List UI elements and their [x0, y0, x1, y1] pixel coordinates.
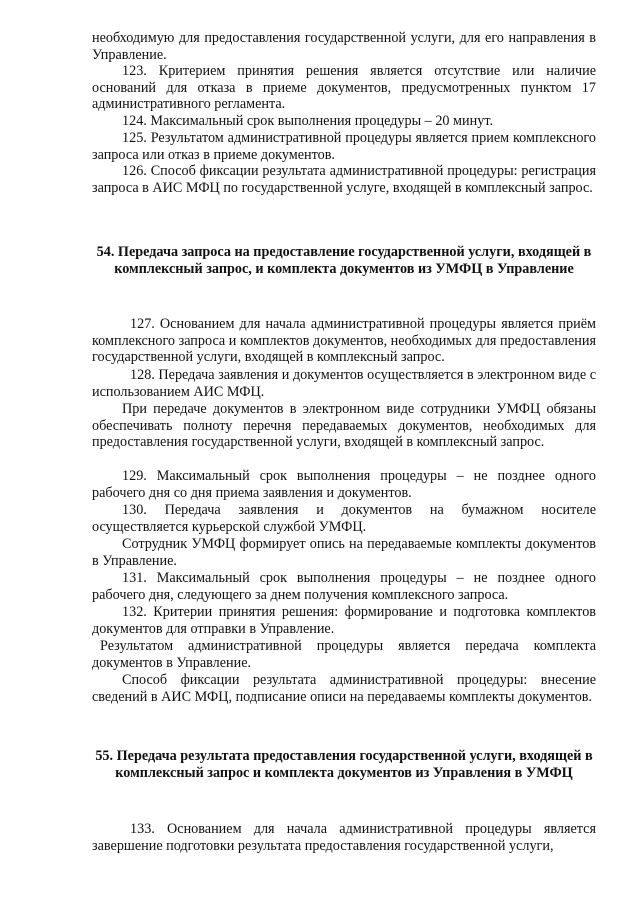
- section-heading-54: 54. Передача запроса на предоставление государственной услуги, входящей в комплексный запрос, и комплекта документов из УМФЦ в Управление: [96, 244, 592, 277]
- paragraph-133: 133. Основанием для начала административной процедуры является завершение подготовки результата предоставления государственной услуги,: [92, 821, 596, 854]
- section-heading-55: 55. Передача результата предоставления государственной услуги, входящей в комплексный запрос и комплекта документов из Управления в УМФЦ: [95, 748, 593, 781]
- paragraph-transfer-electronic: При передаче документов в электронном виде сотрудники УМФЦ обязаны обеспечивать полноту перечня передаваемых документов, необходимых для предоставления государственной услуги, входящей в комплексный запрос.: [92, 401, 596, 451]
- paragraph-fixation: Способ фиксации результата административной процедуры: внесение сведений в АИС МФЦ, подписание описи на передаваемы комплекты документов.: [92, 672, 596, 705]
- paragraph-131: 131. Максимальный срок выполнения процедуры – не позднее одного рабочего дня, следующего за днем получения комплексного запроса.: [92, 570, 596, 603]
- paragraph-130: 130. Передача заявления и документов на бумажном носителе осуществляется курьерской службой УМФЦ.: [92, 502, 596, 535]
- paragraph-continued: необходимую для предоставления государственной услуги, для его направления в Управление.: [92, 30, 596, 63]
- paragraph-127: 127. Основанием для начала административной процедуры является приём комплексного запроса и комплектов документов, необходимых для предоставления государственной услуги, входящей в комплексный запрос.: [92, 316, 596, 366]
- paragraph-inventory: Сотрудник УМФЦ формирует опись на передаваемые комплекты документов в Управление.: [92, 536, 596, 569]
- paragraph-129: 129. Максимальный срок выполнения процедуры – не позднее одного рабочего дня со дня приема заявления и документов.: [92, 468, 596, 501]
- paragraph-132: 132. Критерии принятия решения: формирование и подготовка комплектов документов для отправки в Управление.: [92, 604, 596, 637]
- paragraph-125: 125. Результатом административной процедуры является прием комплексного запроса или отказ в приеме документов.: [92, 130, 596, 163]
- paragraph-128: 128. Передача заявления и документов осуществляется в электронном виде с использованием АИС МФЦ.: [92, 367, 596, 400]
- paragraph-123: 123. Критерием принятия решения является отсутствие или наличие оснований для отказа в приеме документов, предусмотренных пунктом 17 административного регламента.: [92, 63, 596, 113]
- paragraph-124: 124. Максимальный срок выполнения процедуры – 20 минут.: [122, 113, 493, 129]
- paragraph-result: Результатом административной процедуры является передача комплекта документов в Управление.: [92, 638, 596, 671]
- paragraph-126: 126. Способ фиксации результата административной процедуры: регистрация запроса в АИС МФЦ по государственной услуге, входящей в комплексный запрос.: [92, 163, 596, 196]
